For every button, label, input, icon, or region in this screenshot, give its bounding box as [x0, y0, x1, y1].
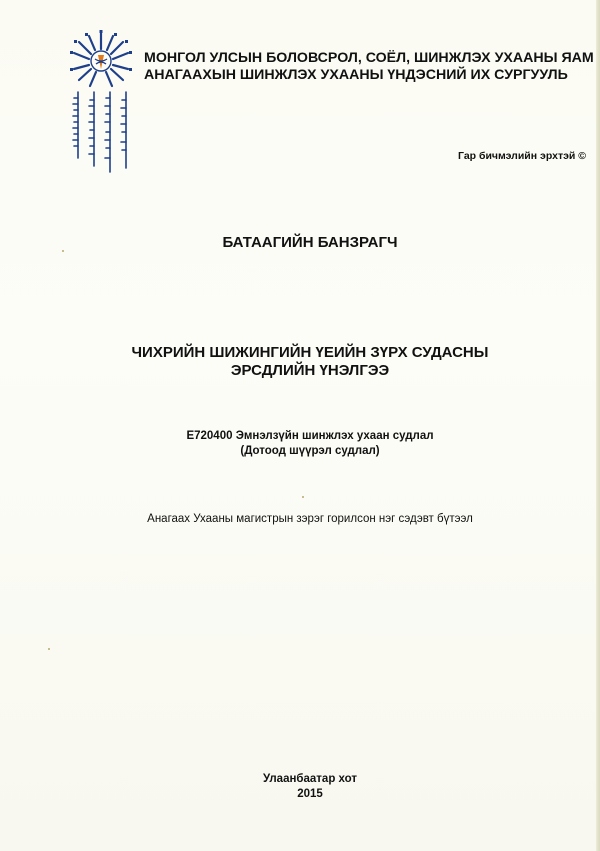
specialty: [0, 429, 600, 459]
thesis-title: [0, 344, 600, 380]
specialty-field: (Дотоод шүүрэл судлал): [240, 445, 380, 457]
year: 2015: [297, 788, 323, 800]
thesis-title-line-2: ЭРСДЛИЙН ҮНЭЛГЭЭ: [230, 362, 390, 379]
degree-statement: Анагаах Ухааны магистрын зэрэг горилсон нэг сэдэвт бүтээл: [147, 513, 473, 525]
author-name: БАТААГИЙН БАНЗРАГЧ: [222, 234, 398, 251]
specialty-code: E720400 Эмнэлзүйн шинжлэх ухаан судлал: [186, 430, 434, 442]
copyright-note: Гар бичмэлийн эрхтэй ©: [458, 150, 586, 162]
ministry-name: МОНГОЛ УЛСЫН БОЛОВСРОЛ, СОЁЛ, ШИНЖЛЭХ УХААНЫ ЯАМ: [144, 50, 594, 66]
city: Улаанбаатар хот: [262, 773, 358, 785]
mongolian-script-icon: [68, 88, 148, 178]
thesis-title-line-1: ЧИХРИЙН ШИЖИНГИЙН ҮЕИЙН ЗҮРХ СУДАСНЫ: [131, 344, 489, 361]
paper-speck: [62, 250, 64, 252]
university-name: АНАГААХЫН ШИНЖЛЭХ УХААНЫ ҮНДЭСНИЙ ИХ СУРГУУЛЬ: [144, 67, 568, 83]
place-and-year: [0, 772, 600, 802]
ministry-header: [144, 50, 594, 84]
page-edge: [596, 0, 600, 851]
paper-speck: [48, 648, 50, 650]
paper-speck: [302, 496, 304, 498]
